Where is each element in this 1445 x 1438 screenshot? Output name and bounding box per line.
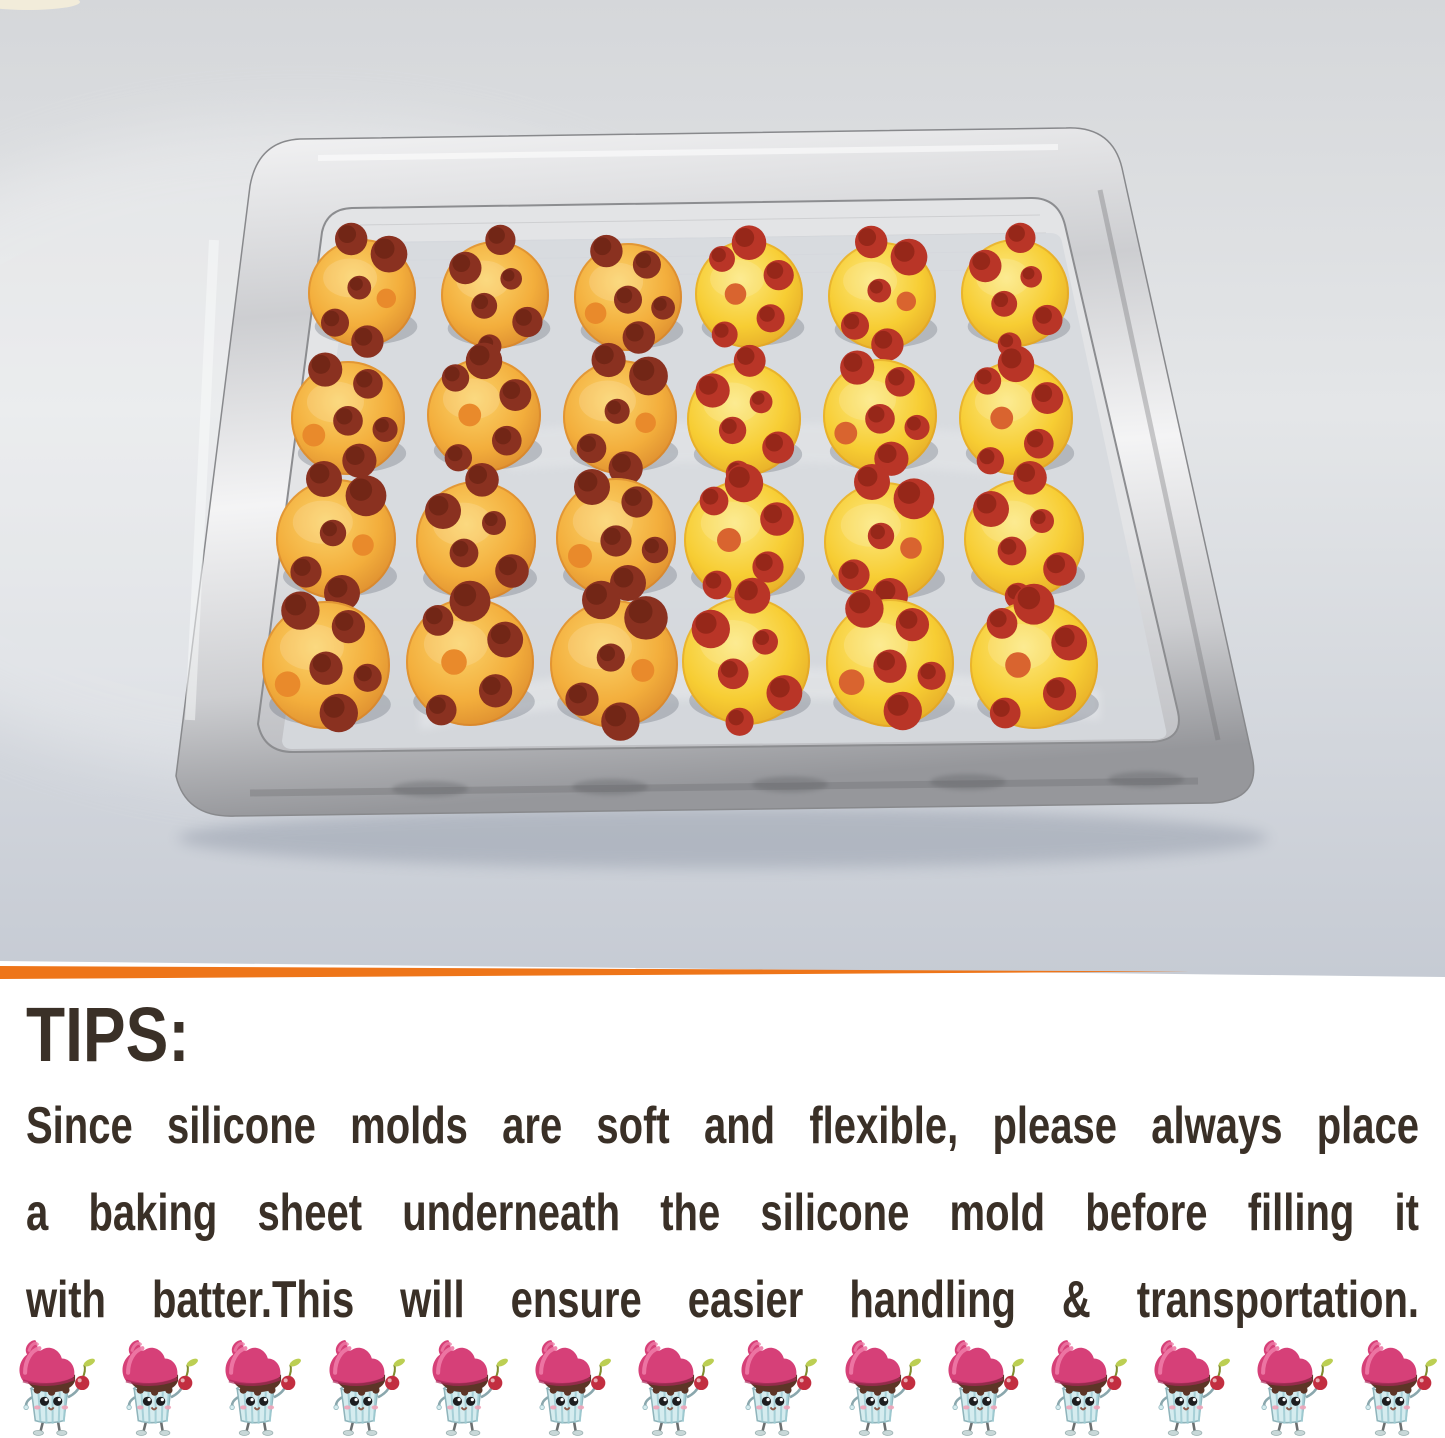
- cupcake-icon: [413, 1336, 516, 1438]
- cupcake-icon: [310, 1336, 413, 1438]
- cupcake-icon: [619, 1336, 722, 1438]
- cupcake-icon: [103, 1336, 206, 1438]
- cupcake-icon: [206, 1336, 309, 1438]
- tips-line-1: Since silicone molds are soft and flexible, please always place: [26, 1097, 1419, 1155]
- cupcake-icon-row: [0, 1336, 1445, 1438]
- cupcake-icon: [1032, 1336, 1135, 1438]
- cupcake-icon: [1135, 1336, 1238, 1438]
- tips-heading: TIPS:: [26, 991, 190, 1078]
- cupcake-icon: [826, 1336, 929, 1438]
- cupcake-icon: [516, 1336, 619, 1438]
- cupcake-icon: [1342, 1336, 1445, 1438]
- cupcake-icon: [0, 1336, 103, 1438]
- cupcake-icon: [929, 1336, 1032, 1438]
- cupcake-icon: [722, 1336, 825, 1438]
- tips-line-3: with batter.This will ensure easier handling & transportation.: [26, 1271, 1419, 1329]
- tips-line-2: a baking sheet underneath the silicone mold before filling it: [26, 1184, 1419, 1242]
- tray-shadow: [178, 808, 1268, 868]
- cupcake-icon: [1238, 1336, 1341, 1438]
